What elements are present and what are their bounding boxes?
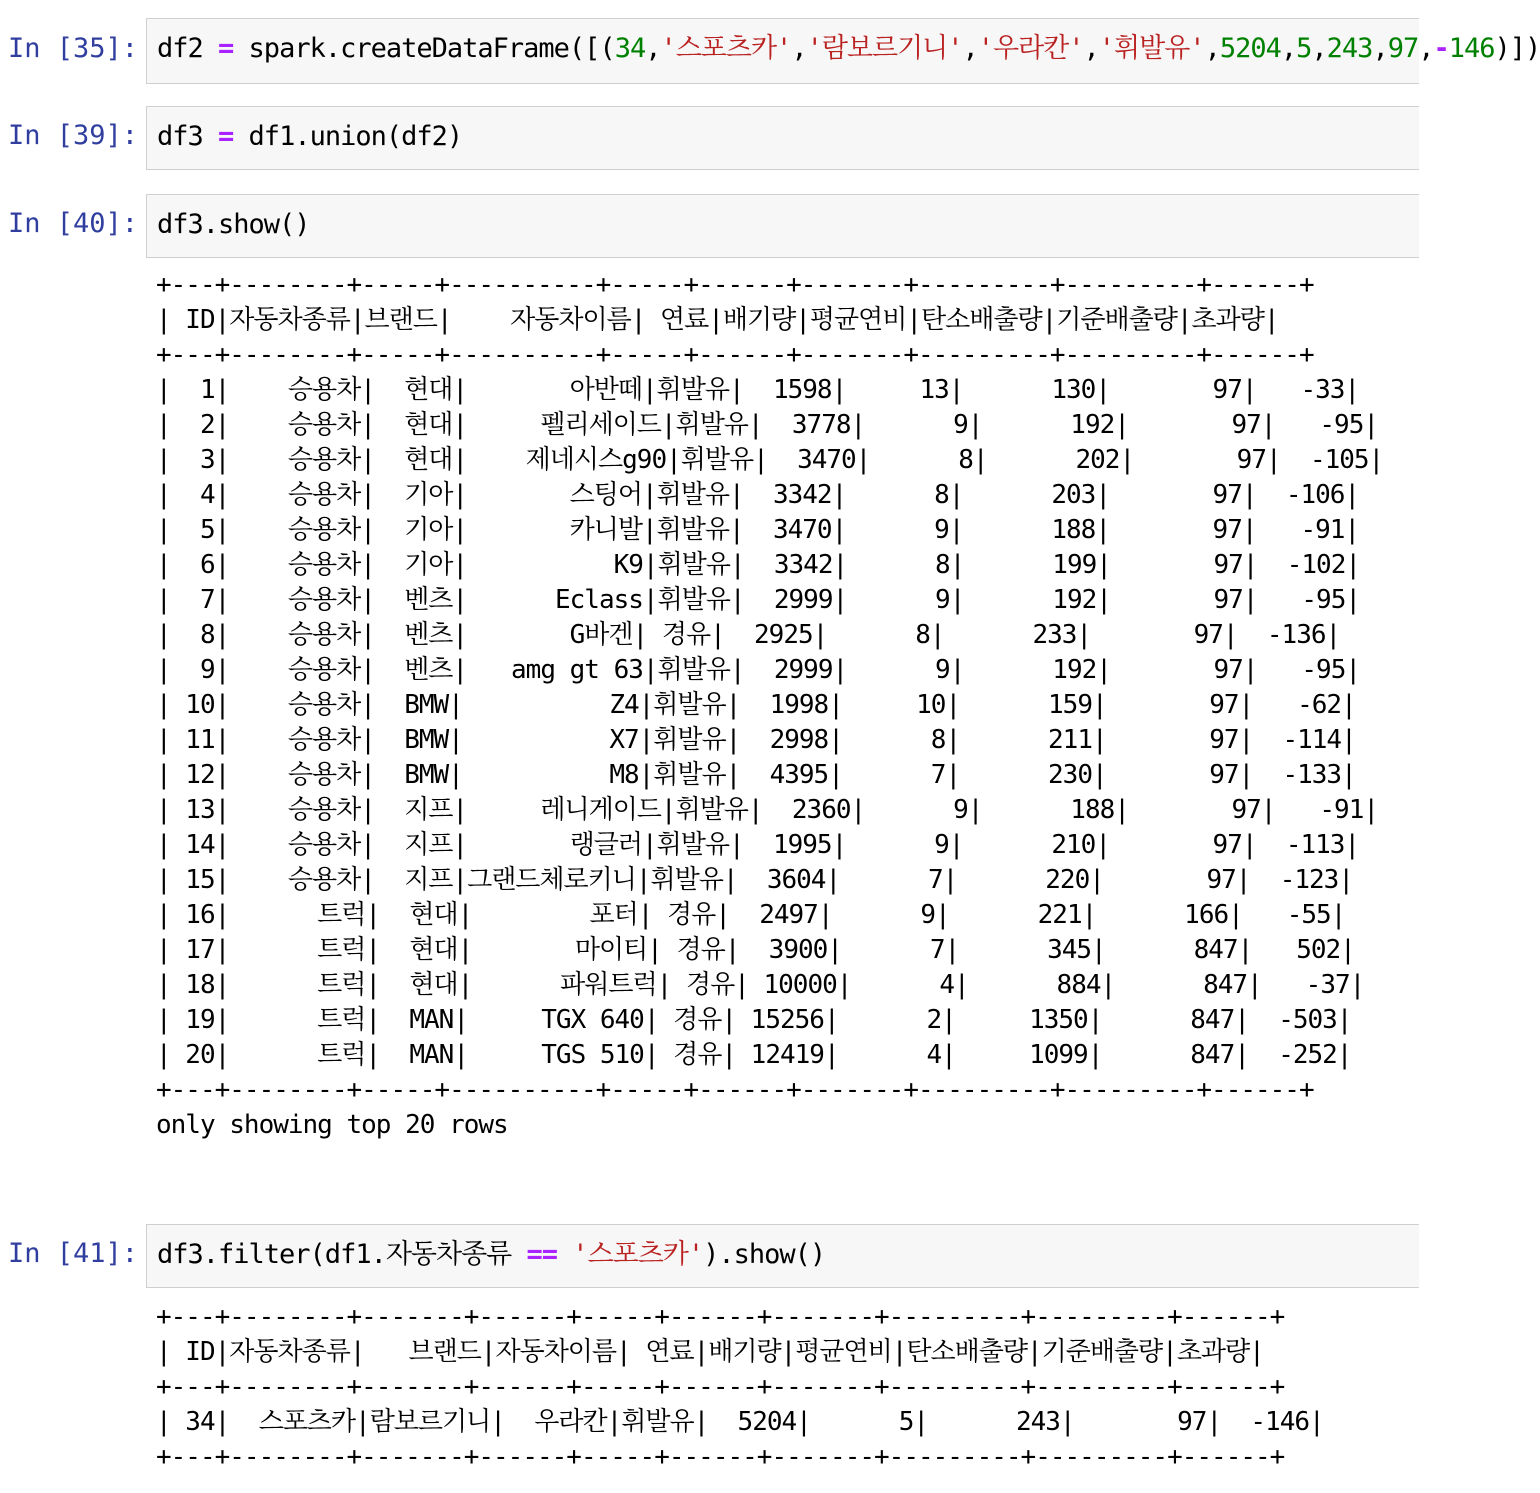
code-token: 34: [614, 33, 646, 64]
table-row: | 20| 트럭| MAN| TGS 510| 경유| 12419| 4| 1099| 847| -252|: [156, 1040, 1352, 1070]
code-text[interactable]: [157, 121, 462, 153]
code-input[interactable]: [146, 194, 1419, 258]
notebook-cell-41[interactable]: [0, 1224, 1419, 1288]
code-token: ,: [1083, 33, 1099, 64]
table-row: | 19| 트럭| MAN| TGX 640| 경유| 15256| 2| 1350| 847| -503|: [156, 1005, 1352, 1035]
table-row: | 4| 승용차| 기아| 스팅어|휘발유| 3342| 8| 203| 97| -106|: [156, 480, 1360, 510]
output-note: only showing top 20 rows: [156, 1110, 508, 1140]
code-token: df1.union(df2): [233, 121, 463, 152]
table-border-line: +---+--------+-------+------+-----+------+-------+---------+---------+------+: [156, 1442, 1285, 1472]
table-row: | 10| 승용차| BMW| Z4|휘발유| 1998| 10| 159| 97| -62|: [156, 690, 1356, 720]
notebook-cell-39[interactable]: [0, 106, 1419, 170]
table-border-line: +---+--------+-----+----------+-----+------+-------+---------+---------+------+: [156, 270, 1314, 300]
code-token: '람보르기니': [806, 33, 963, 64]
table-row: | 11| 승용차| BMW| X7|휘발유| 2998| 8| 211| 97| -114|: [156, 725, 1356, 755]
cell-prompt: In [39]:: [8, 120, 139, 151]
notebook-cell-40[interactable]: [0, 194, 1419, 258]
code-text[interactable]: [157, 209, 310, 241]
code-token: ,: [1372, 33, 1388, 64]
table-row: | 8| 승용차| 벤츠| G바겐| 경유| 2925| 8| 233| 97| -136|: [156, 620, 1341, 650]
table-border-line: +---+--------+-------+------+-----+------+-------+---------+---------+------+: [156, 1372, 1285, 1402]
code-token: ,: [1204, 33, 1220, 64]
code-token: df3: [157, 121, 219, 152]
code-text[interactable]: [157, 1239, 825, 1271]
code-token: df3.filter(df1.자동차종류: [157, 1239, 527, 1270]
notebook-cell-35[interactable]: [0, 18, 1540, 88]
table-row: | 12| 승용차| BMW| M8|휘발유| 4395| 7| 230| 97| -133|: [156, 760, 1356, 790]
table-border-line: +---+--------+-----+----------+-----+------+-------+---------+---------+------+: [156, 1075, 1314, 1105]
code-token: ,: [962, 33, 978, 64]
table-row: | 3| 승용차| 현대| 제네시스g90|휘발유| 3470| 8| 202| 97| -105|: [156, 445, 1384, 475]
table-row: | 5| 승용차| 기아| 카니발|휘발유| 3470| 9| 188| 97| -91|: [156, 515, 1360, 545]
table-row: | 9| 승용차| 벤츠| amg gt 63|휘발유| 2999| 9| 192| 97| -95|: [156, 655, 1361, 685]
table-row: | 1| 승용차| 현대| 아반떼|휘발유| 1598| 13| 130| 97| -33|: [156, 375, 1360, 405]
table-row: | 15| 승용차| 지프|그랜드체로키니|휘발유| 3604| 7| 220| 97| -123|: [156, 865, 1353, 895]
code-token: 5: [1296, 33, 1312, 64]
code-token: ,: [1418, 33, 1434, 64]
code-token: -: [1433, 33, 1449, 64]
cell-output-41: [156, 1300, 1324, 1475]
code-token: ,: [1311, 33, 1327, 64]
table-row: | 7| 승용차| 벤츠| Eclass|휘발유| 2999| 9| 192| 97| -95|: [156, 585, 1361, 615]
code-input[interactable]: [146, 1224, 1419, 1288]
code-token: [557, 1239, 572, 1270]
table-row: | 13| 승용차| 지프| 레니게이드|휘발유| 2360| 9| 188| 97| -91|: [156, 795, 1379, 825]
table-row: | 16| 트럭| 현대| 포터| 경유| 2497| 9| 221| 166| -55|: [156, 900, 1346, 930]
code-token: 5204: [1219, 33, 1281, 64]
code-token: ,: [1280, 33, 1297, 64]
code-token: 97: [1387, 33, 1419, 64]
code-token: ==: [526, 1239, 558, 1270]
code-token: '스포츠카': [660, 33, 792, 64]
table-row: | 14| 승용차| 지프| 랭글러|휘발유| 1995| 9| 210| 97| -113|: [156, 830, 1360, 860]
table-border-line: +---+--------+-----+----------+-----+------+-------+---------+---------+------+: [156, 340, 1314, 370]
code-token: )]): [1494, 33, 1540, 64]
table-row: | 6| 승용차| 기아| K9|휘발유| 3342| 8| 199| 97| -102|: [156, 550, 1361, 580]
cell-prompt: In [40]:: [8, 208, 139, 239]
cell-prompt: In [35]:: [8, 33, 139, 64]
table-row: | 18| 트럭| 현대| 파워트럭| 경유| 10000| 4| 884| 847| -37|: [156, 970, 1365, 1000]
cell-output-40: [156, 268, 1383, 1143]
code-token: ,: [791, 33, 807, 64]
code-token: '스포츠카': [572, 1239, 704, 1270]
table-row: | ID|자동차종류|브랜드| 자동차이름| 연료|배기량|평균연비|탄소배출량|기준배출량|초과량|: [156, 305, 1279, 335]
code-token: =: [218, 121, 234, 152]
code-token: 243: [1326, 33, 1373, 64]
code-token: '우라칸': [977, 33, 1084, 64]
code-text[interactable]: [157, 33, 1540, 65]
cell-prompt: In [41]:: [8, 1238, 139, 1269]
code-input[interactable]: [146, 106, 1419, 170]
table-row: | 17| 트럭| 현대| 마이티| 경유| 3900| 7| 345| 847| 502|: [156, 935, 1355, 965]
code-token: ,: [645, 33, 661, 64]
code-token: spark.createDataFrame([(: [233, 33, 615, 64]
code-token: df3.show(): [157, 209, 310, 240]
table-row: | 2| 승용차| 현대| 펠리세이드|휘발유| 3778| 9| 192| 97| -95|: [156, 410, 1379, 440]
code-token: 146: [1448, 33, 1495, 64]
code-token: df2: [157, 33, 219, 64]
code-token: ).show(): [703, 1239, 826, 1270]
table-row: | ID|자동차종류| 브랜드|자동차이름| 연료|배기량|평균연비|탄소배출량|기준배출량|초과량|: [156, 1337, 1264, 1367]
code-input[interactable]: [146, 18, 1540, 84]
table-border-line: +---+--------+-------+------+-----+------+-------+---------+---------+------+: [156, 1302, 1285, 1332]
code-token: '휘발유': [1098, 33, 1205, 64]
table-row: | 34| 스포츠카|람보르기니| 우라칸|휘발유| 5204| 5| 243| 97| -146|: [156, 1407, 1324, 1437]
code-token: =: [218, 33, 234, 64]
